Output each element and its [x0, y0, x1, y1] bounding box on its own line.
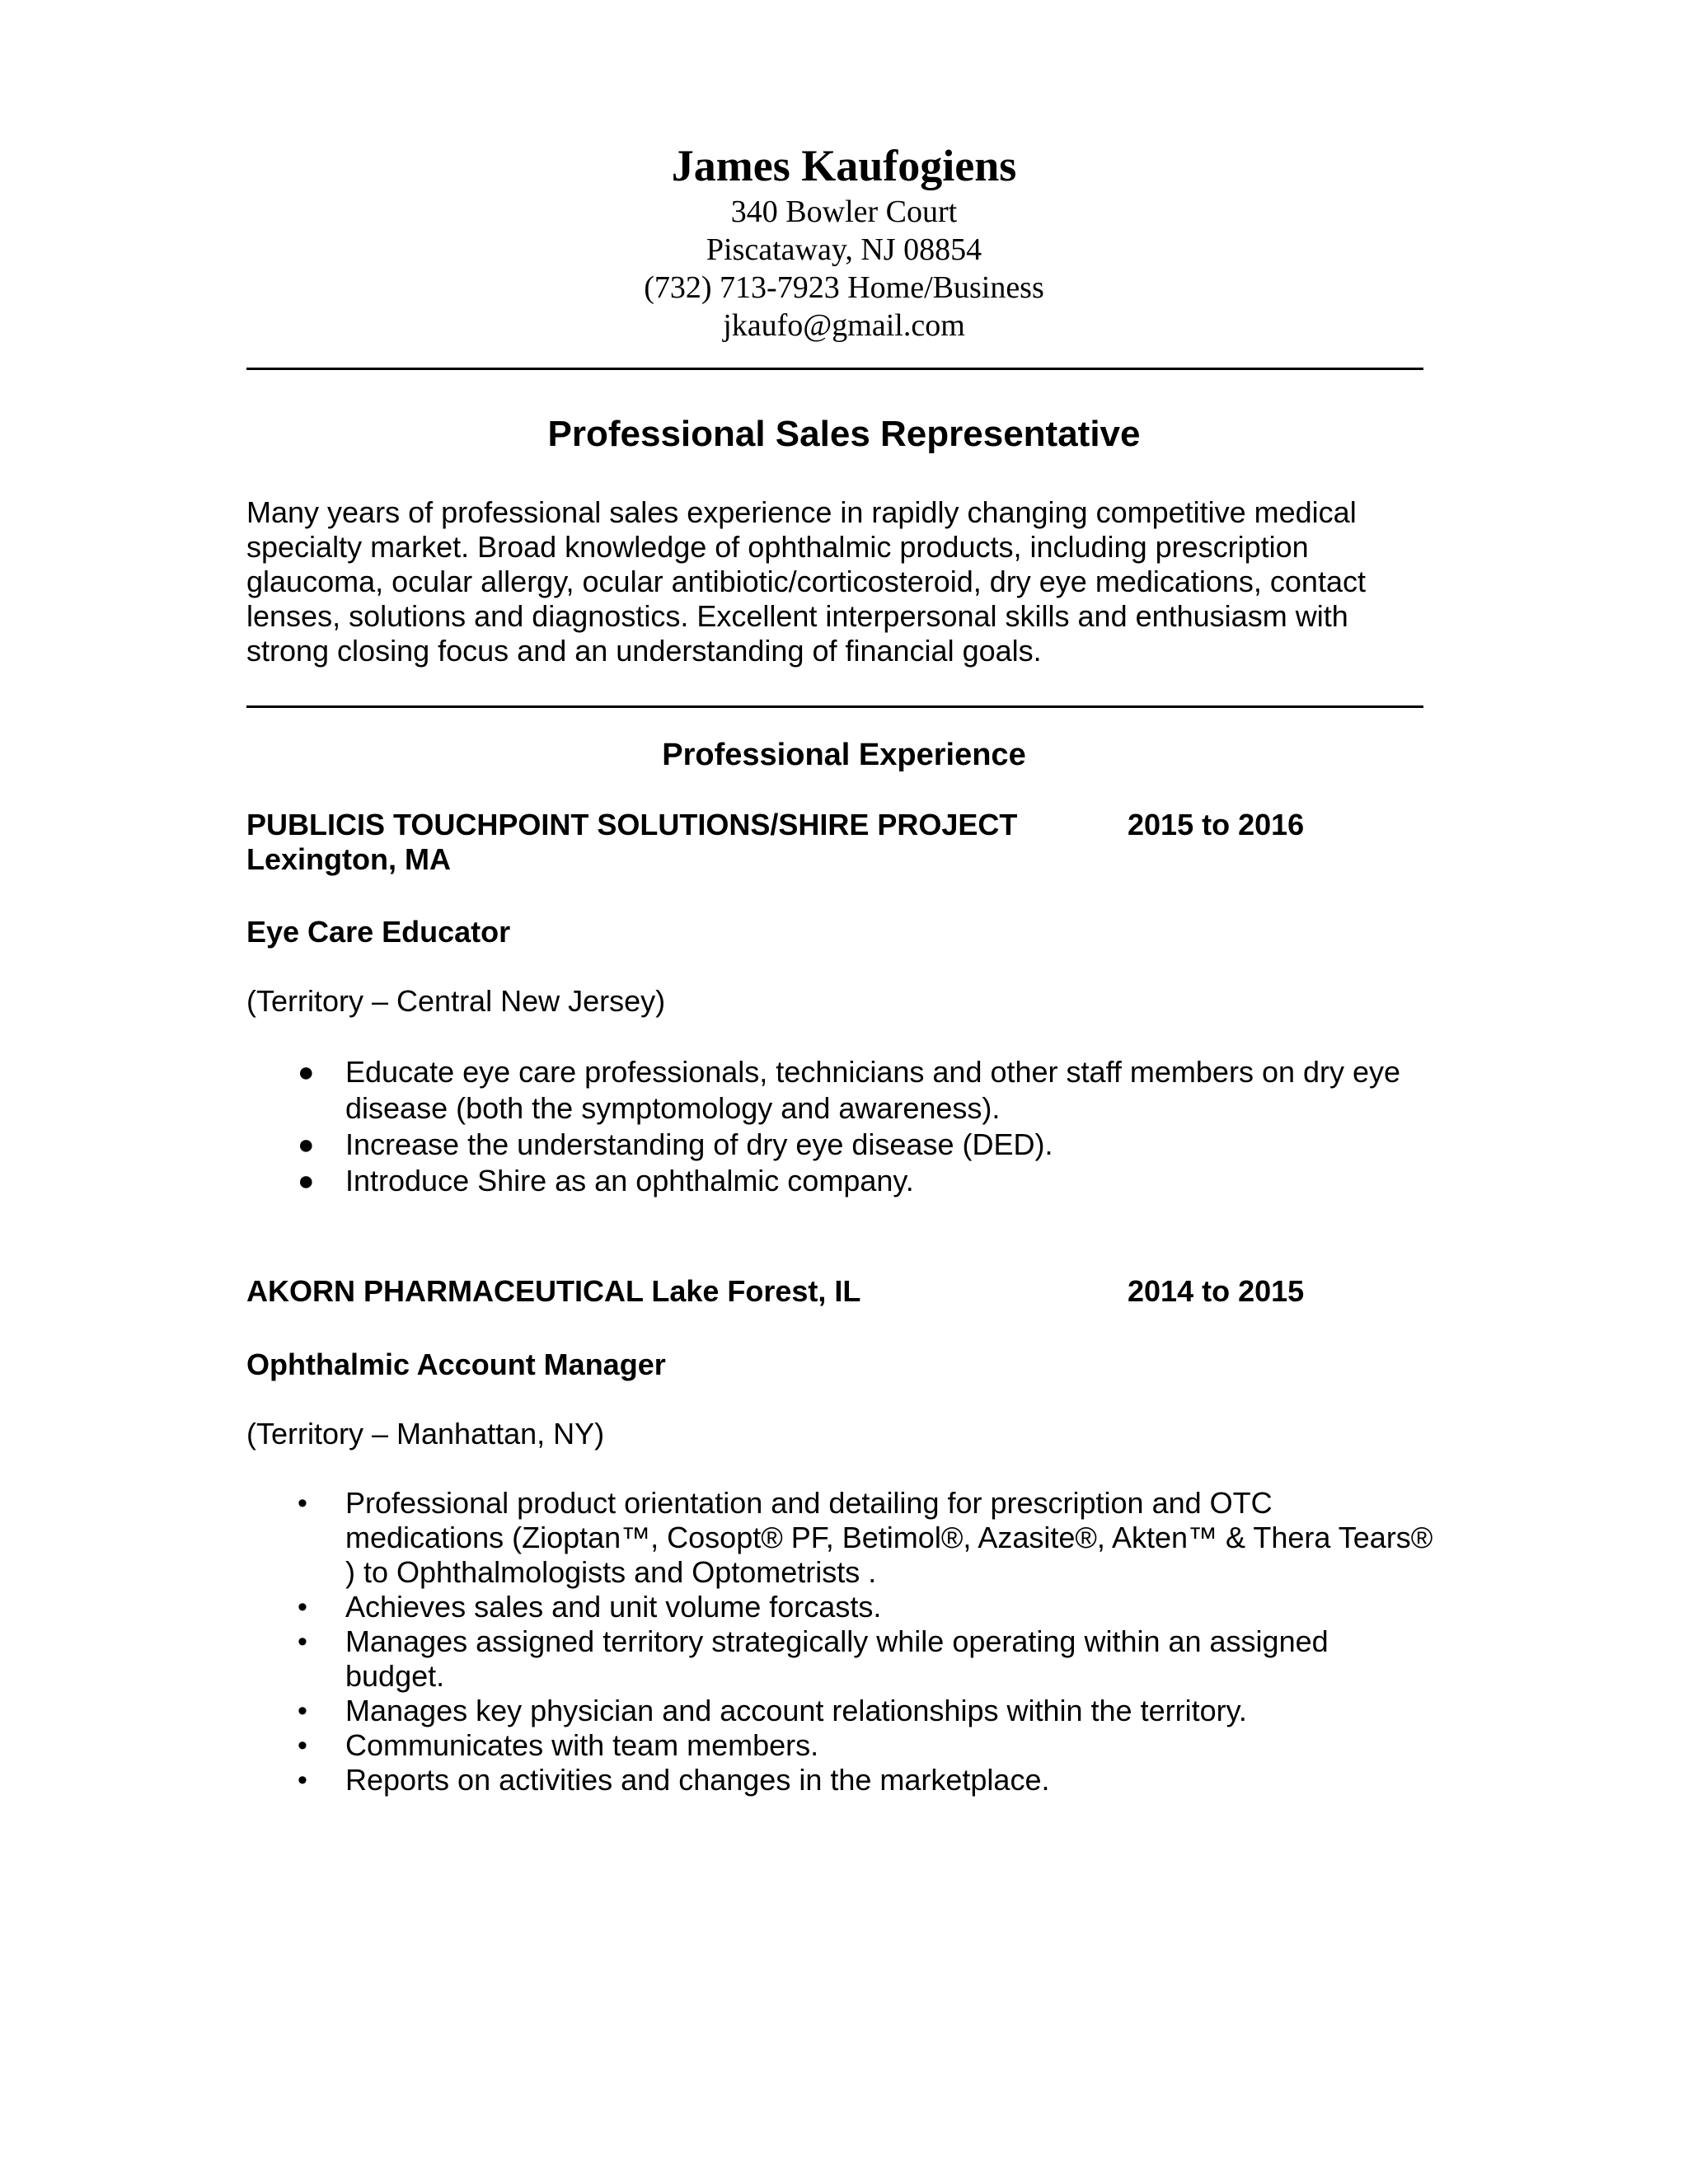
job-2-bullets	[246, 1486, 1433, 1797]
experience-section-title: Professional Experience	[662, 738, 1026, 772]
bullet-icon: •	[298, 1730, 307, 1761]
phone-number: (732) 713-7923 Home/Business	[644, 270, 1044, 305]
list-item: ● Introduce Shire as an ophthalmic company.	[298, 1164, 914, 1197]
summary-paragraph: Many years of professional sales experience in rapidly changing competitive medical specialty market. Broad knowledge of ophthalmic products, including prescription glaucoma, ocular allergy, ocular antibiotic/corticosteroid, dry eye medications, contact lenses, solutions and diagnostics. Excellent interpersonal skills and enthusiasm with strong closing focus and an understanding of financial goals.	[246, 495, 1366, 668]
list-item: • Achieves sales and unit volume forcasts.	[298, 1590, 882, 1624]
bullet-icon: •	[298, 1765, 307, 1796]
job-1-role: Eye Care Educator	[246, 915, 511, 949]
divider-top	[246, 368, 1423, 370]
candidate-name: James Kaufogiens	[671, 141, 1017, 190]
list-item: ● Increase the understanding of dry eye disease (DED).	[298, 1127, 1053, 1161]
job-1-bullets	[246, 1054, 1433, 1199]
email-address: jkaufo@gmail.com	[723, 308, 965, 343]
job-2-role: Ophthalmic Account Manager	[246, 1347, 666, 1381]
bullet-icon: ●	[298, 1165, 315, 1197]
job-1-company: PUBLICIS TOUCHPOINT SOLUTIONS/SHIRE PROJECT	[246, 808, 1018, 841]
job-2-company: AKORN PHARMACEUTICAL Lake Forest, IL	[246, 1274, 861, 1308]
list-item: • Manages assigned territory strategically while operating within an assigned budget.	[298, 1624, 1329, 1693]
job-2-territory: (Territory – Manhattan, NY)	[246, 1417, 605, 1451]
job-1-territory: (Territory – Central New Jersey)	[246, 984, 666, 1018]
job-2-dates: 2014 to 2015	[1128, 1274, 1305, 1308]
bullet-icon: •	[298, 1488, 307, 1519]
contact-header	[0, 138, 1688, 344]
list-item: • Professional product orientation and detailing for prescription and OTC medications (Zioptan™, Cosopt® PF, Betimol®, Azasite®, Akten™ & Thera Tears® ) to Ophthalmologists and Optometrists .	[298, 1486, 1433, 1589]
list-item: • Manages key physician and account relationships within the territory.	[298, 1694, 1247, 1727]
objective-title: Professional Sales Representative	[547, 414, 1141, 454]
bullet-icon: ●	[298, 1057, 315, 1088]
address-line-1: 340 Bowler Court	[730, 194, 958, 229]
list-item: ● Educate eye care professionals, technicians and other staff members on dry eye disease (both the symptomology and awareness).	[298, 1055, 1401, 1125]
divider-middle	[246, 705, 1423, 708]
list-item: • Reports on activities and changes in the marketplace.	[298, 1763, 1050, 1797]
bullet-icon: •	[298, 1626, 307, 1657]
bullet-icon: ●	[298, 1129, 315, 1160]
bullet-icon: •	[298, 1695, 307, 1727]
job-1-dates: 2015 to 2016	[1128, 808, 1305, 841]
address-line-2: Piscataway, NJ 08854	[706, 232, 982, 267]
job-1-location: Lexington, MA	[246, 842, 451, 876]
list-item: • Communicates with team members.	[298, 1728, 819, 1762]
bullet-icon: •	[298, 1591, 307, 1623]
